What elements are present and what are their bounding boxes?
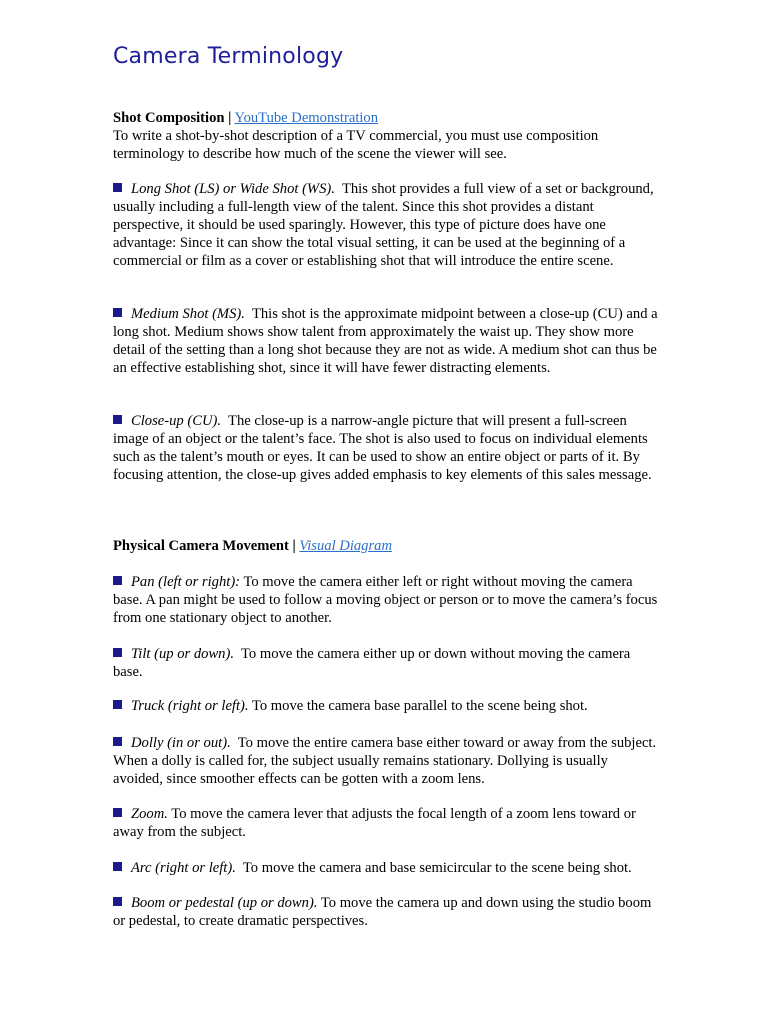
square-bullet-icon: [113, 808, 122, 817]
section-heading-line: [113, 537, 658, 555]
list-item-zoom: [113, 805, 658, 841]
term-label: Arc (right or left).: [131, 860, 236, 876]
square-bullet-icon: [113, 183, 122, 192]
section-heading: Physical Camera Movement: [113, 538, 289, 554]
list-item-boom: [113, 894, 658, 930]
section-physical-camera-movement: [113, 537, 658, 555]
square-bullet-icon: [113, 700, 122, 709]
list-item-medium-shot: [113, 305, 658, 377]
square-bullet-icon: [113, 308, 122, 317]
visual-diagram-link[interactable]: Visual Diagram: [299, 538, 392, 554]
term-description: To move the entire camera base either toward or away from the subject. When a dolly is called for, the subject usually remains stationary. Dollying is usually avoided, since smoother effects can be gotten with a zoom lens.: [113, 735, 657, 787]
list-item-dolly: [113, 734, 658, 788]
term-label: Boom or pedestal (up or down).: [131, 895, 318, 911]
square-bullet-icon: [113, 576, 122, 585]
square-bullet-icon: [113, 737, 122, 746]
list-item-tilt: [113, 645, 658, 681]
term-label: Dolly (in or out).: [131, 735, 231, 751]
list-item-arc: [113, 859, 658, 877]
square-bullet-icon: [113, 415, 122, 424]
page-title: Camera Terminology: [113, 44, 344, 69]
term-label: Close-up (CU).: [131, 413, 221, 429]
term-label: Long Shot (LS) or Wide Shot (WS).: [131, 181, 335, 197]
youtube-demonstration-link[interactable]: YouTube Demonstration: [234, 110, 379, 126]
list-item-close-up: [113, 412, 658, 484]
list-item-truck: [113, 697, 658, 715]
square-bullet-icon: [113, 862, 122, 871]
term-description: This shot provides a full view of a set or background, usually including a full-length view of the talent. Since this shot provides a distant perspective, it should be used sparingly. However, this type of picture does have one advantage: Since it can show the total visual setting, it can be used at the beginning of a commercial or film as a cover or establishing shot that will introduce the entire scene.: [113, 181, 654, 269]
list-item-long-shot: [113, 180, 658, 270]
term-label: Medium Shot (MS).: [131, 306, 245, 322]
section-shot-composition: [113, 109, 658, 163]
term-description: To move the camera lever that adjusts the focal length of a zoom lens toward or away from the subject.: [113, 806, 636, 840]
term-description: The close-up is a narrow-angle picture that will present a full-screen image of an object or the talent’s face. The shot is also used to focus on individual elements such as the talent’s mouth or eyes. It can be used to show an entire object or parts of it. By focusing attention, the close-up gives added emphasis to key elements of this sales message.: [113, 413, 652, 483]
term-description: To move the camera and base semicircular to the scene being shot.: [242, 860, 632, 876]
section-intro: To write a shot-by-shot description of a TV commercial, you must use composition terminology to describe how much of the scene the viewer will see.: [113, 128, 599, 162]
term-label: Tilt (up or down).: [131, 646, 234, 662]
square-bullet-icon: [113, 897, 122, 906]
heading-separator: |: [228, 110, 232, 126]
term-description: This shot is the approximate midpoint between a close-up (CU) and a long shot. Medium shows show talent from approximately the waist up. They show more detail of the setting than a long shot because they are not as wide. A medium shot can thus be an effective establishing shot, since it will have fewer distracting elements.: [113, 306, 658, 376]
term-description: To move the camera either left or right without moving the camera base. A pan might be used to follow a moving object or person or to move the camera’s focus from one stationary object to another.: [113, 574, 658, 626]
term-description: To move the camera base parallel to the scene being shot.: [251, 698, 588, 714]
section-heading: Shot Composition: [113, 110, 225, 126]
section-heading-line: [113, 109, 658, 127]
heading-separator: |: [292, 538, 296, 554]
square-bullet-icon: [113, 648, 122, 657]
term-label: Zoom.: [131, 806, 168, 822]
term-label: Pan (left or right):: [131, 574, 241, 590]
term-description: To move the camera either up or down without moving the camera base.: [113, 646, 631, 680]
term-description: To move the camera up and down using the studio boom or pedestal, to create dramatic perspectives.: [113, 895, 652, 929]
term-label: Truck (right or left).: [131, 698, 249, 714]
list-item-pan: [113, 573, 658, 627]
